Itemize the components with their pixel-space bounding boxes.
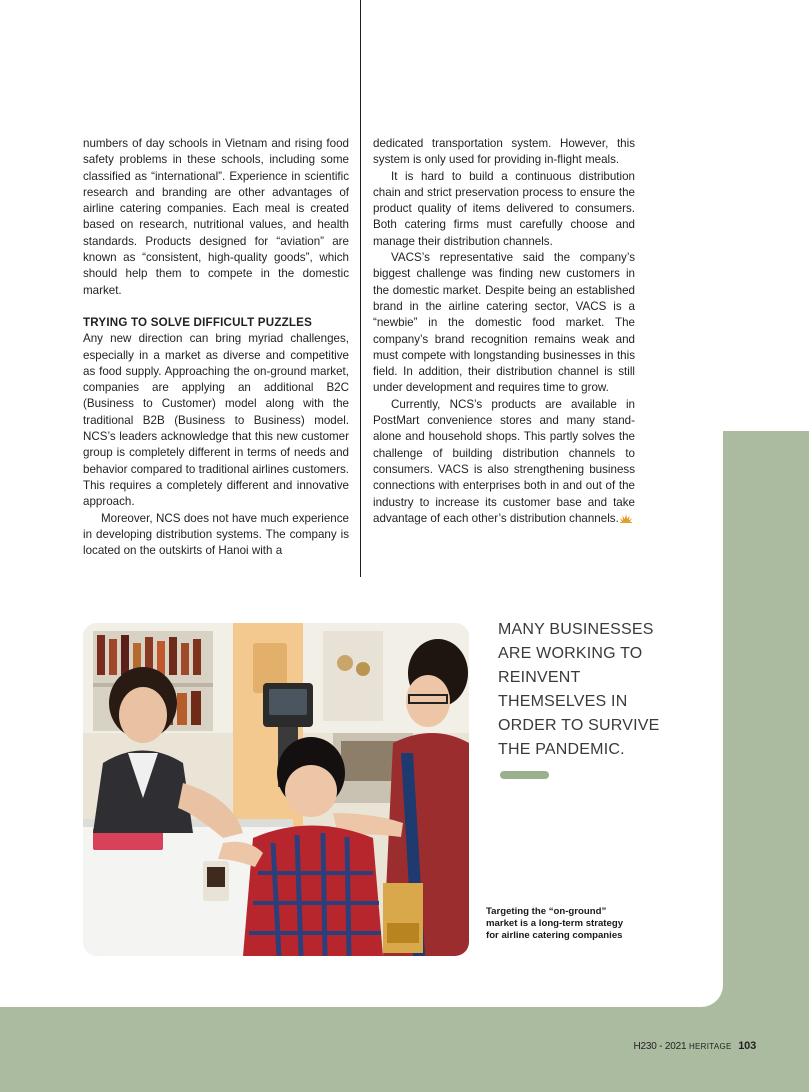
photo-caption: Targeting the “on-ground” market is a long-term strategy for airline catering companies bbox=[486, 906, 624, 941]
magazine-name: HERITAGE bbox=[688, 1042, 732, 1051]
right-paragraph-1: dedicated transportation system. However, this system is only used for providing in-flight meals. bbox=[373, 137, 635, 167]
left-text-column bbox=[83, 136, 349, 559]
column-divider bbox=[360, 0, 361, 577]
left-paragraph-1: numbers of day schools in Vietnam and rising food safety problems in these schools, including some classified as “international”. Experience in scientific research and branding are other advantages of airline catering companies. Each meal is created based on research, nutritional values, and health standards. Products designed for “aviation” are known as “consistent, high-quality goods”, which should help them to compete in the domestic market. bbox=[83, 137, 349, 297]
photo-illustration bbox=[83, 623, 469, 956]
pull-quote-accent-bar bbox=[500, 771, 549, 779]
right-paragraph-4 bbox=[373, 397, 635, 527]
left-paragraph-3: Moreover, NCS does not have much experience in developing distribution systems. The company is located on the outskirts of Hanoi with a bbox=[83, 511, 349, 558]
page-number: 103 bbox=[738, 1040, 756, 1052]
right-paragraph-3: VACS’s representative said the company’s biggest challenge was finding new customers in the domestic market. Despite being an established brand in the airline catering sector, VACS is a “newbie” in the domestic food market. The company’s brand recognition remains weak and must compete with longstanding businesses in this field. In addition, their distribution channel is still under development and requires time to grow. bbox=[373, 251, 635, 395]
right-text-column bbox=[373, 136, 635, 527]
store-checkout-photo bbox=[83, 623, 469, 956]
issue-number: H230 - 2021 bbox=[633, 1041, 687, 1052]
pull-quote: MANY BUSINESSES ARE WORKING TO REINVENT THEMSELVES IN ORDER TO SURVIVE THE PANDEMIC. bbox=[498, 621, 660, 758]
section-heading: TRYING TO SOLVE DIFFICULT PUZZLES bbox=[83, 315, 313, 329]
right-paragraph-4-text: Currently, NCS’s products are available in PostMart convenience stores and many stand-alone and household shops. This partly solves the challenge of building distribution channels to consumers. VACS is also strengthening business connections with enterprises both in and out of the industry to increase its customer base and take advantage of each other’s distribution channels. bbox=[373, 397, 635, 525]
right-paragraph-2: It is hard to build a continuous distribution chain and strict preservation process to ensure the product quality of items delivered to consumers. Both catering firms must carefully choose and manage their distribution channels. bbox=[373, 169, 635, 248]
left-paragraph-2: Any new direction can bring myriad challenges, especially in a market as diverse and competitive as food supply. Approaching the on-ground market, companies are applying an additional B2C (Business to Customer) model along with the traditional B2B (Business to Business) model. NCS’s leaders acknowledge that this new customer group is completely different in terms of needs and behavior compared to traditional airlines customers. This requires a completely different and innovative approach. bbox=[83, 332, 349, 509]
lotus-end-mark-icon bbox=[620, 514, 632, 523]
page-folio bbox=[634, 1040, 757, 1052]
